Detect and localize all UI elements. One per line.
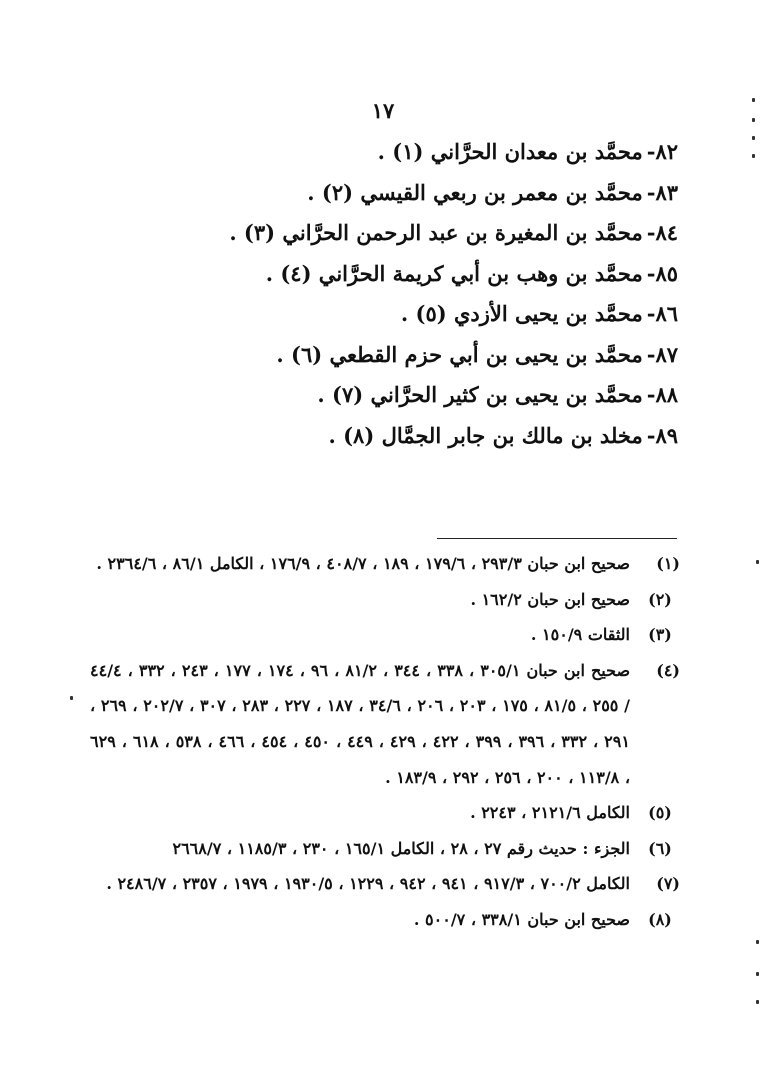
margin-speck [756,560,759,564]
entry-text: محمَّد بن يحيى بن كثير الحرَّاني (٧) . [317,382,643,407]
footnote [90,546,680,582]
list-item [118,213,678,254]
footnote-mark: (٨) [648,909,672,929]
footnote [90,902,680,938]
margin-speck [752,154,755,158]
footnote-separator [437,538,677,539]
entry-list [118,132,678,456]
entry-text: محمَّد بن يحيى بن أبي حزم القطعي (٦) . [276,341,643,367]
margin-speck [756,940,759,944]
footnote-mark: (٤) [656,660,680,680]
entry-text: محمَّد بن معدان الحرَّاني (١) . [377,139,643,164]
entry-number: ٨٧- [646,341,678,367]
margin-speck [752,98,755,102]
margin-speck [756,972,759,976]
entry-number: ٨٥- [646,260,678,286]
footnote-text: صحيح ابن حبان ٣٠٥/١ ، ٣٣٨ ، ٣٤٤ ، ٨١/٢ ، ٩٦ ، ١٧٤ ، ١٧٧ ، ٢٤٣ ، ٣٣٢ ، ٤٤/٤ / ٢٥٥ ، ٨١/٥ ، ١٧٥ ، ٢٠٣ ، ٢٠٦ ، ٣٤/٦ ، ١٨٧ ، ٢٢٧ ، ٢٨٣ ، ٣٠٧ ، ٢٠٢/٧ ، ٢٦٩ ، ٢٩١ ، ٣٣٢ ، ٣٩٦ ، ٣٩٩ ، ٤٢٢ ، ٤٢٩ ، ٤٤٩ ، ٤٥٠ ، ٤٥٤ ، ٤٦٦ ، ٥٣٨ ، ٦١٨ ، ٦٢٩ ، ١١٣/٨ ، ٢٠٠ ، ٢٥٦ ، ٢٩٢ ، ١٨٣/٩ . [90,660,631,787]
list-item [118,173,678,214]
footnote [90,866,680,902]
list-item [118,132,678,173]
margin-speck [70,696,73,700]
list-item [118,375,678,416]
list-item [118,416,678,457]
footnote-text: صحيح ابن حبان ١٦٢/٢ . [470,589,630,609]
margin-speck [756,1000,759,1004]
footnote-mark: (٦) [648,838,672,858]
footnote-mark: (٧) [656,874,680,894]
footnote-text: صحيح ابن حبان ٢٩٣/٣ ، ١٧٩/٦ ، ١٨٩ ، ٤٠٨/٧ ، ١٧٦/٩ ، الكامل ٨٦/١ ، ٢٣٦٤/٦ . [96,554,630,573]
list-item [118,335,678,376]
footnote-text: الكامل ٧٠٠/٢ ، ٩١٧/٣ ، ٩٤١ ، ٩٤٢ ، ١٢٢٩ ، ١٩٣٠/٥ ، ١٩٧٩ ، ٢٣٥٧ ، ٢٤٨٦/٧ . [106,874,630,894]
footnote [90,831,680,867]
list-item [118,254,678,295]
entry-number: ٨٨- [646,382,678,407]
footnote-text: الجزء : حديث رقم ٢٧ ، ٢٨ ، الكامل ١٦٥/١ ، ٢٣٠ ، ١١٨٥/٣ ، ٢٦٦٨/٧ [172,838,630,858]
entry-number: ٨٣- [646,179,678,205]
footnote-text: صحيح ابن حبان ٣٣٨/١ ، ٥٠٠/٧ . [413,909,630,929]
footnote [90,653,680,795]
entry-text: محمَّد بن المغيرة بن عبد الرحمن الحرَّاني (٣) . [229,220,643,245]
footnote-mark: (١) [656,554,680,573]
margin-speck [752,118,755,122]
footnote [90,795,680,831]
entry-text: محمَّد بن يحيى الأزدي (٥) . [400,301,643,326]
footnote-mark: (٥) [648,803,672,823]
footnote-list [90,546,680,938]
entry-text: مخلد بن مالك بن جابر الجمَّال (٨) . [328,422,643,448]
margin-speck [752,136,755,140]
footnote [90,617,680,653]
entry-number: ٨٤- [646,220,678,245]
footnote-mark: (٣) [648,625,672,645]
list-item [118,294,678,335]
page-number: ١٧ [371,98,395,123]
footnote-text: الثقات ١٥٠/٩ . [530,625,630,645]
entry-text: محمَّد بن وهب بن أبي كريمة الحرَّاني (٤) . [265,260,643,286]
footnote-text: الكامل ٢١٢١/٦ ، ٢٢٤٣ . [470,803,630,823]
footnote-mark: (٢) [648,589,672,609]
entry-number: ٨٩- [646,422,678,448]
entry-text: محمَّد بن معمر بن ربعي القيسي (٢) . [307,179,643,205]
entry-number: ٨٢- [646,139,678,164]
entry-number: ٨٦- [646,301,678,326]
footnote [90,582,680,618]
